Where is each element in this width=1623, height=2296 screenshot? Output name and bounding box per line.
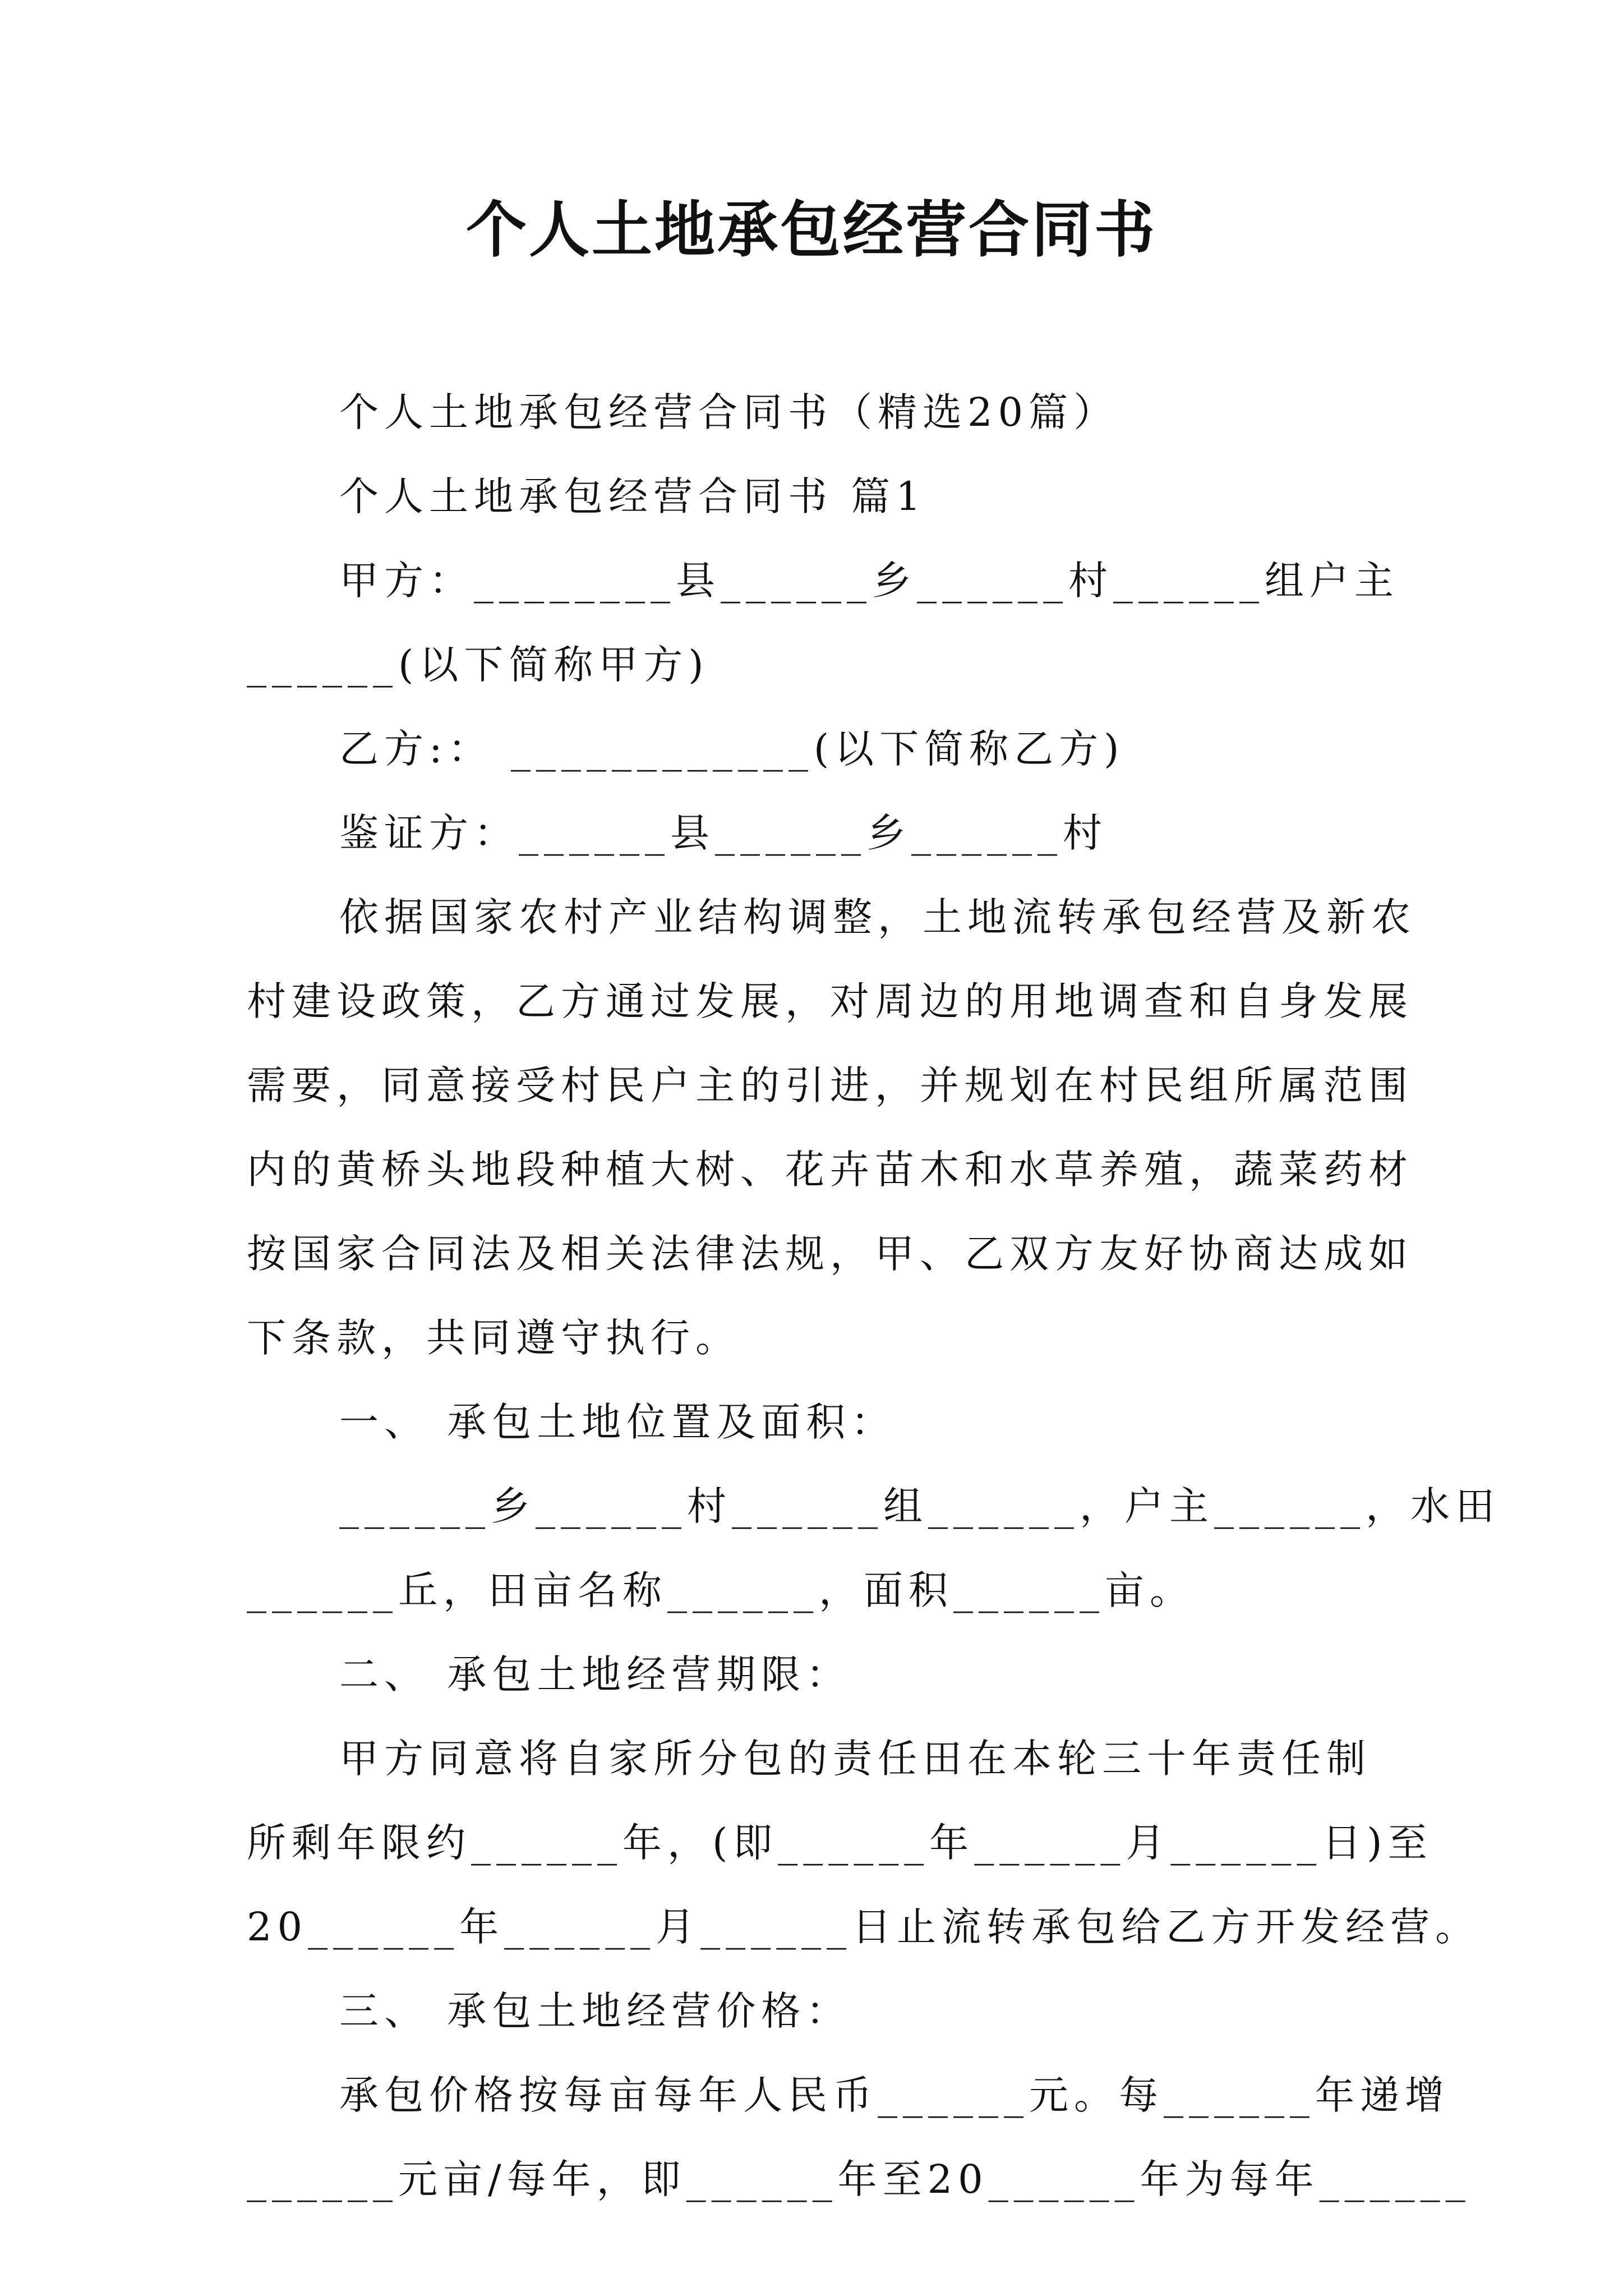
document-line: 一、 承包土地位置及面积： <box>339 1399 896 1445</box>
document-line: 三、 承包土地经营价格： <box>339 1988 851 2034</box>
document-line: 按国家合同法及相关法律法规，甲、乙双方友好协商达成如 <box>247 1231 1413 1277</box>
document-line: ______丘，田亩名称______，面积______亩。 <box>247 1567 1195 1613</box>
document-line: ______元亩/每年，即______年至20______年为每年______ <box>247 2156 1471 2202</box>
document-line: 内的黄桥头地段种植大树、花卉苗木和水草养殖，蔬菜药材 <box>247 1147 1413 1193</box>
document-line: 二、 承包土地经营期限： <box>339 1651 851 1697</box>
document-line: 乙方:： ____________(以下简称乙方) <box>339 726 1125 772</box>
document-line: 依据国家农村产业结构调整，土地流转承包经营及新农 <box>339 894 1416 940</box>
document-line: 个人土地承包经营合同书 篇1 <box>339 473 926 519</box>
document-body <box>247 370 1500 2221</box>
document-line: 村建设政策，乙方通过发展，对周边的用地调查和自身发展 <box>247 978 1413 1024</box>
document-line: 需要，同意接受村民户主的引进，并规划在村民组所属范围 <box>247 1062 1413 1108</box>
document-line: 甲方：________县______乡______村______组户主 <box>339 558 1399 604</box>
document-line: ______乡______村______组______，户主______，水田 <box>339 1483 1500 1529</box>
document-line: 20______年______月______日止流转承包给乙方开发经营。 <box>247 1904 1481 1950</box>
document-line: ______(以下简称甲方) <box>247 642 709 688</box>
document-line: 个人土地承包经营合同书（精选20篇） <box>339 389 1119 435</box>
document-line: 下条款，共同遵守执行。 <box>247 1315 740 1361</box>
document-line: 鉴证方：______县______乡______村 <box>339 810 1108 856</box>
document-line: 所剩年限约______年，(即______年______月______日)至 <box>247 1820 1433 1866</box>
document-line: 承包价格按每亩每年人民币______元。每______年递增 <box>339 2072 1450 2118</box>
document-line: 甲方同意将自家所分包的责任田在本轮三十年责任制 <box>339 1736 1371 1782</box>
document-title: 个人土地承包经营合同书 <box>465 195 1157 265</box>
